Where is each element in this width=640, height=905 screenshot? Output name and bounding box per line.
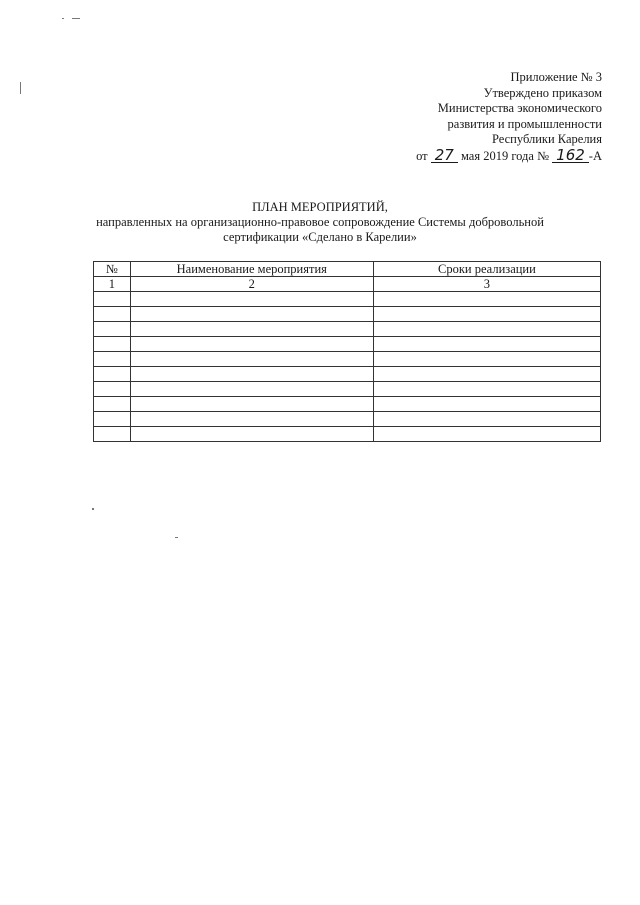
table-row: [94, 367, 601, 382]
table-row: [94, 337, 601, 352]
table-cell: [373, 427, 600, 442]
header-number: №: [94, 262, 131, 277]
table-cell: [94, 337, 131, 352]
order-date-line: [416, 145, 602, 165]
order-number-handwritten: 162: [552, 148, 589, 163]
scan-speck: [175, 537, 178, 538]
table-cell: [373, 352, 600, 367]
order-suffix: -А: [588, 148, 602, 163]
approval-block: [416, 70, 602, 164]
date-rest: мая 2019 года №: [460, 148, 550, 163]
table-cell: [130, 382, 373, 397]
numbering-cell-3: 3: [373, 277, 600, 292]
table-cell: [130, 322, 373, 337]
document-title: [0, 200, 640, 245]
approved-by-order: Утверждено приказом: [483, 85, 602, 100]
table-cell: [373, 322, 600, 337]
table-cell: [94, 352, 131, 367]
table-row: [94, 427, 601, 442]
date-prefix: от: [416, 148, 428, 163]
table-row: [94, 352, 601, 367]
table-cell: [94, 367, 131, 382]
header-activity-name: Наименование мероприятия: [130, 262, 373, 277]
table-row: [94, 412, 601, 427]
table-cell: [130, 337, 373, 352]
table-row: [94, 397, 601, 412]
table-cell: [94, 382, 131, 397]
table-cell: [373, 367, 600, 382]
table-cell: [94, 307, 131, 322]
plan-table: [93, 261, 601, 442]
table-header-row: [94, 262, 601, 277]
table-cell: [130, 352, 373, 367]
numbering-cell-1: 1: [94, 277, 131, 292]
table-cell: [94, 322, 131, 337]
table-row: [94, 382, 601, 397]
table-cell: [373, 307, 600, 322]
table-cell: [94, 292, 131, 307]
scan-speck: [20, 82, 21, 94]
table-cell: [130, 427, 373, 442]
table-cell: [373, 292, 600, 307]
plan-subtitle: направленных на организационно-правовое сопровождение Системы добровольной сертификации «Сделано в Карелии»: [96, 215, 544, 244]
table-row: [94, 292, 601, 307]
table-cell: [373, 397, 600, 412]
scan-speck: [62, 18, 64, 19]
header-deadline: Сроки реализации: [373, 262, 600, 277]
republic-name: Республики Карелия: [491, 132, 602, 146]
scan-speck: [72, 18, 80, 19]
table-cell: [130, 307, 373, 322]
table-cell: [373, 382, 600, 397]
table-numbering-row: [94, 277, 601, 292]
scan-speck: [92, 508, 94, 510]
table-cell: [94, 412, 131, 427]
plan-heading: ПЛАН МЕРОПРИЯТИЙ,: [252, 200, 388, 214]
table-cell: [130, 397, 373, 412]
table-cell: [130, 367, 373, 382]
date-day-handwritten: 27: [431, 148, 458, 163]
table-row: [94, 307, 601, 322]
table-cell: [94, 427, 131, 442]
table-cell: [373, 412, 600, 427]
table-row: [94, 322, 601, 337]
appendix-label: Приложение № 3: [510, 70, 602, 84]
table-cell: [94, 397, 131, 412]
ministry-name-cont: развития и промышленности: [447, 116, 602, 131]
numbering-cell-2: 2: [130, 277, 373, 292]
table-cell: [130, 292, 373, 307]
table-cell: [130, 412, 373, 427]
table-cell: [373, 337, 600, 352]
ministry-name: Министерства экономического: [437, 101, 602, 115]
